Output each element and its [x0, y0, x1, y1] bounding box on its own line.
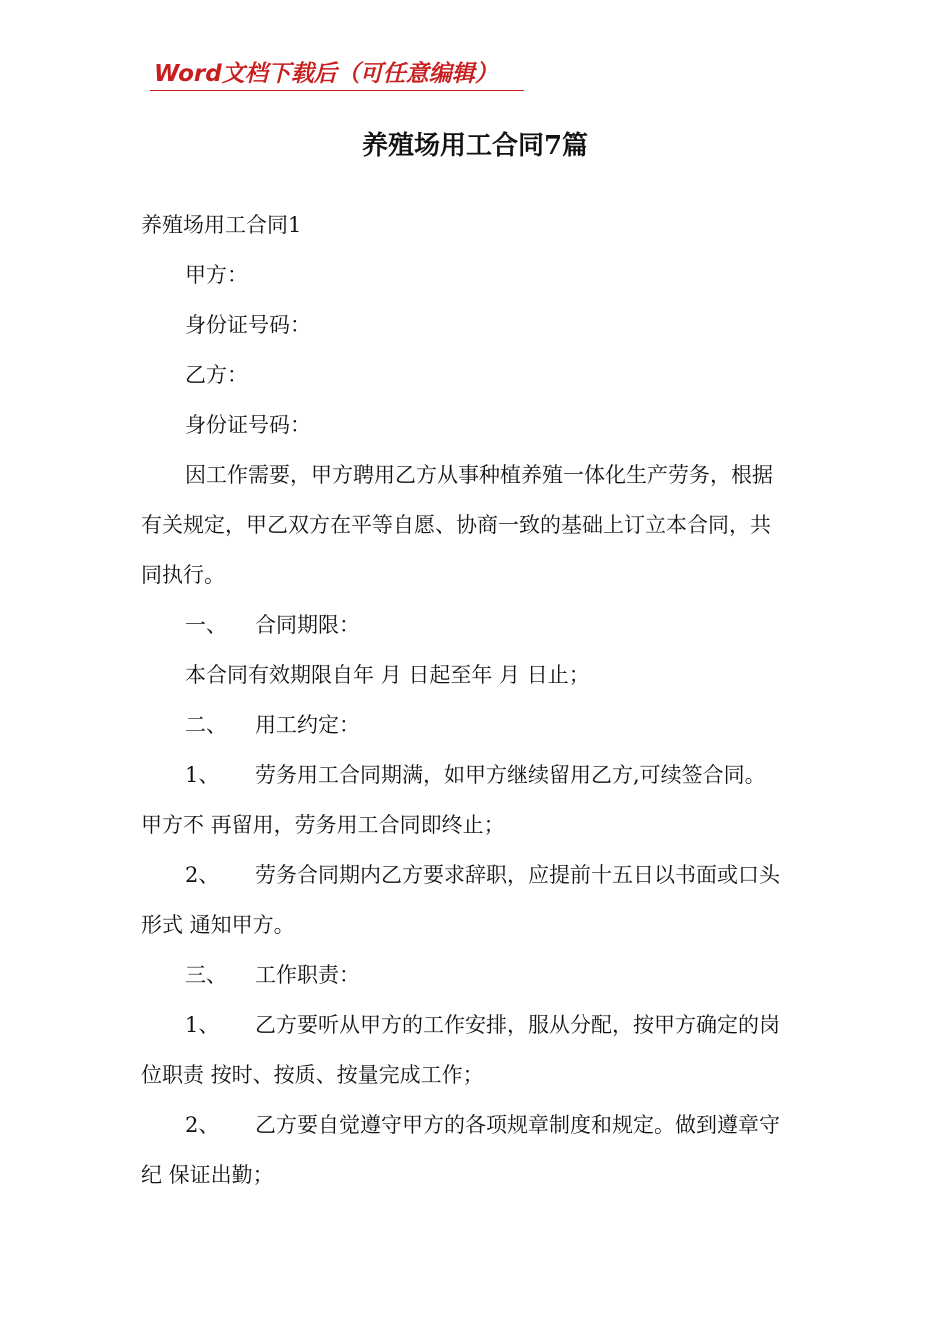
clause-3-1-line-1 — [141, 1000, 831, 1050]
banner-text: Word文档下载后（可任意编辑） — [154, 61, 498, 87]
party-a-line: 甲方： — [185, 263, 248, 287]
section-1-title: 合同期限： — [255, 613, 360, 637]
clause-2-2-number: 2、 — [185, 863, 220, 887]
section-1-body: 本合同有效期限自年 月 日起至年 月 日止； — [185, 663, 590, 687]
section-3-number: 三、 — [185, 963, 227, 987]
clause-3-1-text: 乙方要听从甲方的工作安排，服从分配，按甲方确定的岗 — [255, 1013, 780, 1037]
clause-2-1-line-1 — [141, 750, 831, 800]
contract-subtitle: 养殖场用工合同1 — [141, 213, 302, 237]
section-1-number: 一、 — [185, 613, 227, 637]
id-b-line: 身份证号码： — [185, 413, 311, 437]
clause-2-1-number: 1、 — [185, 763, 220, 787]
clause-3-2-text: 乙方要自觉遵守甲方的各项规章制度和规定。做到遵章守 — [255, 1113, 780, 1137]
section-2-heading — [141, 700, 831, 750]
intro-line-3: 同执行。 — [141, 563, 225, 587]
document-title: 养殖场用工合同7篇 — [361, 131, 589, 161]
clause-3-1-number: 1、 — [185, 1013, 220, 1037]
section-3-title: 工作职责： — [255, 963, 360, 987]
clause-3-2-line-2: 纪 保证出勤； — [141, 1163, 274, 1187]
section-1-heading — [141, 600, 831, 650]
clause-3-2-number: 2、 — [185, 1113, 220, 1137]
section-3-heading — [141, 950, 831, 1000]
section-2-number: 二、 — [185, 713, 227, 737]
clause-3-1-line-2: 位职责 按时、按质、按量完成工作； — [141, 1063, 484, 1087]
clause-2-2-line-2: 形式 通知甲方。 — [141, 913, 295, 937]
id-a-line: 身份证号码： — [185, 313, 311, 337]
clause-3-2-line-1 — [141, 1100, 831, 1150]
party-b-line: 乙方： — [185, 363, 248, 387]
clause-2-1-line-2: 甲方不 再留用，劳务用工合同即终止； — [141, 813, 505, 837]
intro-line-2: 有关规定，甲乙双方在平等自愿、协商一致的基础上订立本合同，共 — [141, 513, 771, 537]
download-banner — [150, 58, 524, 91]
intro-line-1: 因工作需要，甲方聘用乙方从事种植养殖一体化生产劳务，根据 — [185, 463, 773, 487]
section-2-title: 用工约定： — [255, 713, 360, 737]
clause-2-2-line-1 — [141, 850, 831, 900]
clause-2-1-text: 劳务用工合同期满，如甲方继续留用乙方,可续签合同。 — [255, 763, 766, 787]
clause-2-2-text: 劳务合同期内乙方要求辞职，应提前十五日以书面或口头 — [255, 863, 780, 887]
